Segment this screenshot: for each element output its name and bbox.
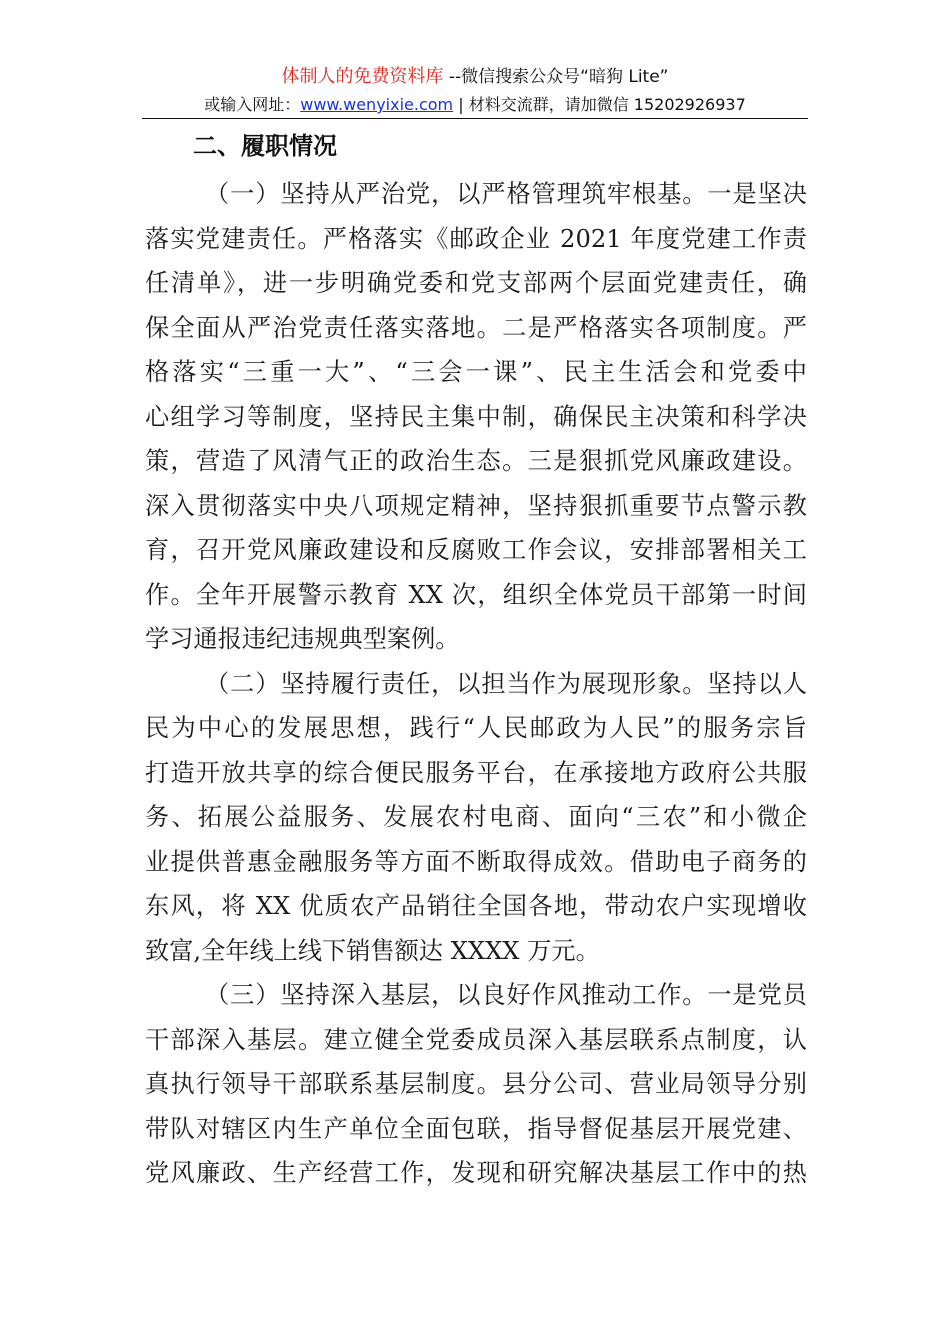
paragraph-line: 心组学习等制度，坚持民主集中制，确保民主决策和科学决 [145,402,807,431]
header-line-2 [0,94,950,116]
paragraph-line: 落实党建责任。严格落实《邮政企业 2021 年度党建工作责 [145,224,807,253]
paragraph-line: （三）坚持深入基层，以良好作风推动工作。一是党员 [205,981,807,1009]
header-url-prefix: 或输入网址： [204,95,301,114]
header-wechat-note: --微信搜索公众号“暗狗 Lite” [443,67,669,87]
paragraph-line: 作。全年开展警示教育 XX 次，组织全体党员干部第一时间 [145,580,807,609]
paragraph-line: 民为中心的发展思想，践行“人民邮政为人民”的服务宗旨 [145,714,807,742]
section-heading: 二、履职情况 [193,132,337,160]
paragraph-line: 打造开放共享的综合便民服务平台，在承接地方政府公共服 [145,758,807,787]
paragraph-line: 深入贯彻落实中央八项规定精神，坚持狠抓重要节点警示教 [145,491,807,520]
paragraph-line: 保全面从严治党责任落实落地。二是严格落实各项制度。严 [145,313,807,342]
paragraph-line: （二）坚持履行责任，以担当作为展现形象。坚持以人 [205,669,807,698]
document-body [145,172,807,1196]
header-line-1 [0,66,950,88]
paragraph-line: 务、拓展公益服务、发展农村电商、面向“三农”和小微企 [145,803,807,831]
paragraph-line: 党风廉政、生产经营工作，发现和研究解决基层工作中的热 [145,1159,807,1187]
paragraph-line: 育，召开党风廉政建设和反腐败工作会议，安排部署相关工 [145,536,807,564]
paragraph-line: 学习通报违纪违规典型案例。 [145,625,460,653]
paragraph-line: 格落实“三重一大”、“三会一课”、民主生活会和党委中 [145,358,807,386]
header-url-link[interactable]: www.wenyixie.com [300,95,454,114]
paragraph-line: 东风，将 XX 优质农产品销往全国各地，带动农户实现增收 [145,892,807,920]
paragraph-line: 带队对辖区内生产单位全面包联，指导督促基层开展党建、 [145,1114,807,1143]
header-contact: | 材料交流群，请加微信 15202926937 [453,95,746,114]
paragraph-line: 致富,全年线上线下销售额达 XXXX 万元。 [145,936,600,965]
paragraph-line: 任清单》，进一步明确党委和党支部两个层面党建责任，确 [145,269,807,297]
paragraph-line: 策，营造了风清气正的政治生态。三是狠抓党风廉政建设。 [145,447,807,475]
header-divider [142,118,808,119]
paragraph-line: 真执行领导干部联系基层制度。县分公司、营业局领导分别 [145,1070,807,1098]
header-brand: 体制人的免费资料库 [281,66,444,87]
paragraph-line: 干部深入基层。建立健全党委成员深入基层联系点制度，认 [145,1025,807,1054]
paragraph-line: （一）坚持从严治党，以严格管理筑牢根基。一是坚决 [205,180,807,208]
paragraph-line: 业提供普惠金融服务等方面不断取得成效。借助电子商务的 [145,847,807,876]
